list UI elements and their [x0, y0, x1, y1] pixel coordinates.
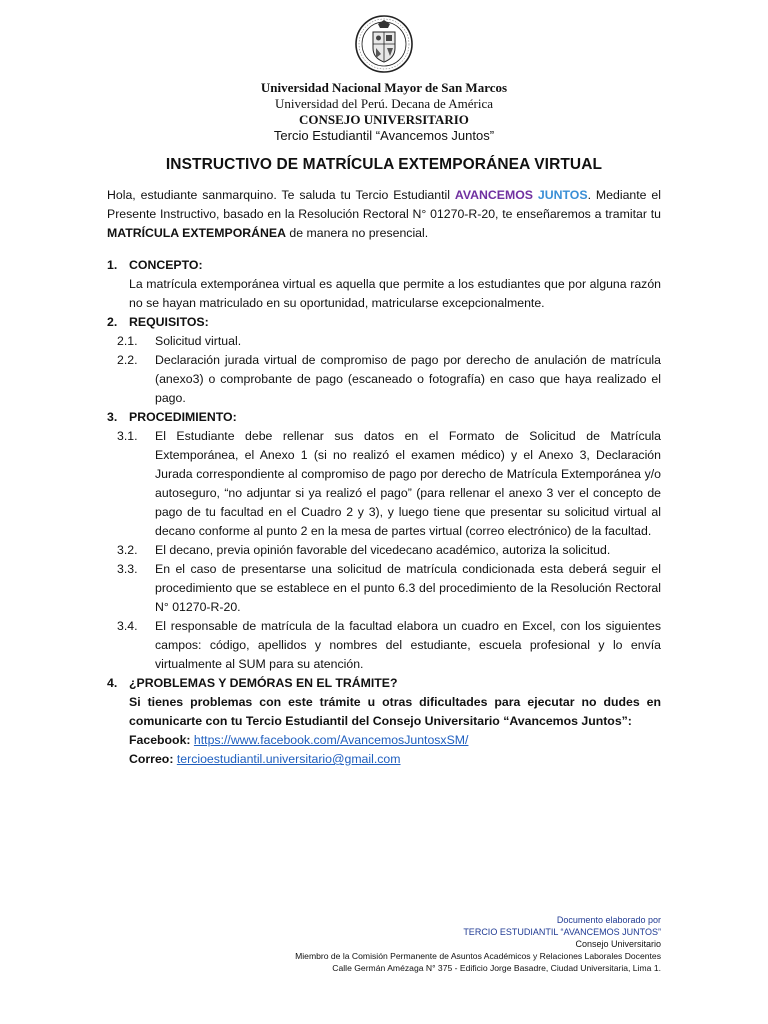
intro-text-3: de manera no presencial. [285, 226, 429, 240]
item-number: 3.2. [117, 543, 138, 557]
section-heading [107, 313, 661, 332]
document-footer [295, 914, 661, 974]
intro-paragraph [107, 186, 661, 243]
page-title: INSTRUCTIVO DE MATRÍCULA EXTEMPORÁNEA VIRTUAL [165, 156, 603, 173]
section-number: 2. [107, 315, 118, 329]
item-number: 3.1. [117, 429, 138, 443]
list-item [107, 332, 661, 351]
section-number: 4. [107, 676, 118, 690]
section-number: 3. [107, 410, 118, 424]
email-link[interactable]: tercioestudiantil.universitario@gmail.com [176, 752, 401, 766]
footer-consejo: Consejo Universitario [575, 939, 661, 949]
email-label: Correo: [129, 752, 174, 766]
footer-direccion: Calle Germán Amézaga N° 375 - Edificio Jorge Basadre, Ciudad Universitaria, Lima 1. [332, 963, 661, 973]
intro-text-1: Hola, estudiante sanmarquino. Te saluda tu Tercio Estudiantil [107, 188, 455, 202]
intro-bold-text: MATRÍCULA EXTEMPORÁNEA [107, 226, 286, 240]
brand-avancemos: AVANCEMOS [454, 188, 533, 202]
item-number: 2.2. [117, 353, 138, 367]
tercio-name: Tercio Estudiantil “Avancemos Juntos” [273, 128, 495, 143]
intro-text-2: . Mediante el Presente Instructivo, basado en la Resolución Rectoral N° 01270-R-20, te enseñaremos a tramitar tu [107, 188, 661, 221]
list-item [107, 541, 661, 560]
university-name: Universidad Nacional Mayor de San Marcos [260, 80, 508, 95]
item-number: 3.3. [117, 562, 138, 576]
document-header [0, 80, 768, 144]
university-seal-icon [354, 14, 414, 74]
item-text: El decano, previa opinión favorable del vicedecano académico, autoriza la solicitud. [155, 543, 611, 557]
item-text: En el caso de presentarse una solicitud de matrícula condicionada esta deberá seguir el procedimiento que se establece en el punto 6.3 del procedimiento de la Resolución Rectoral N° 01270-R-20. [155, 562, 661, 614]
item-number: 2.1. [117, 334, 138, 348]
item-text: El responsable de matrícula de la facultad elabora un cuadro en Excel, con los siguientes campos: código, apellidos y nombres del estudiante, escuela profesional y lo envía virtualmente al SUM para su atención. [155, 619, 661, 671]
section-title: CONCEPTO: [129, 258, 203, 272]
section-body: La matrícula extemporánea virtual es aquella que permite a los estudiantes que por alguna razón no se hayan matriculado en su oportunidad, matricularse excepcionalmente. [129, 277, 661, 310]
section-number: 1. [107, 258, 118, 272]
item-text: Declaración jurada virtual de compromiso de pago por derecho de anulación de matrícula (anexo3) o comprobante de pago (escaneado o fotografía) en caso que haya realizado el pago. [155, 353, 661, 405]
email-line [107, 750, 661, 769]
university-subtitle: Universidad del Perú. Decana de América [274, 96, 494, 111]
list-item [107, 560, 661, 617]
section-heading [107, 674, 661, 693]
list-item [107, 617, 661, 674]
footer-tercio: TERCIO ESTUDIANTIL “AVANCEMOS JUNTOS” [463, 927, 661, 937]
item-text: Solicitud virtual. [155, 334, 242, 348]
footer-elaborado: Documento elaborado por [556, 915, 661, 925]
facebook-line [107, 731, 661, 750]
brand-juntos: JUNTOS [537, 188, 588, 202]
section-title: PROCEDIMIENTO: [129, 410, 237, 424]
item-number: 3.4. [117, 619, 138, 633]
section-heading [107, 256, 661, 275]
list-item [107, 427, 661, 541]
item-text: El Estudiante debe rellenar sus datos en el Formato de Solicitud de Matrícula Extemporánea, el Anexo 1 (si no realizó el examen médico) y el Anexo 3, Declaración Jurada correspondiente al compromiso de pago por derecho de Matrícula Extemporánea y/o autoseguro, “no adjuntar si ya realizó el pago” (para rellenar el anexo 3 ver el concepto de pago de tu facultad en el Cuadro 2 y 3), y luego tiene que presentar su solicitud virtual al decano conforme al punto 2 en la mesa de partes virtual (correo electrónico) de la facultad. [155, 429, 661, 538]
facebook-label: Facebook: [129, 733, 191, 747]
document-body [107, 186, 661, 769]
council-name: CONSEJO UNIVERSITARIO [299, 112, 469, 127]
footer-miembro: Miembro de la Comisión Permanente de Asuntos Académicos y Relaciones Laborales Docentes [295, 951, 661, 961]
section-title: ¿PROBLEMAS Y DEMÓRAS EN EL TRÁMITE? [129, 676, 398, 690]
facebook-link[interactable]: https://www.facebook.com/AvancemosJuntosxSM/ [193, 733, 469, 747]
section-title: REQUISITOS: [129, 315, 209, 329]
list-item [107, 351, 661, 408]
section-body: Si tienes problemas con este trámite u otras dificultades para ejecutar no dudes en comunicarte con tu Tercio Estudiantil del Consejo Universitario “Avancemos Juntos”: [129, 695, 661, 728]
section-heading [107, 408, 661, 427]
